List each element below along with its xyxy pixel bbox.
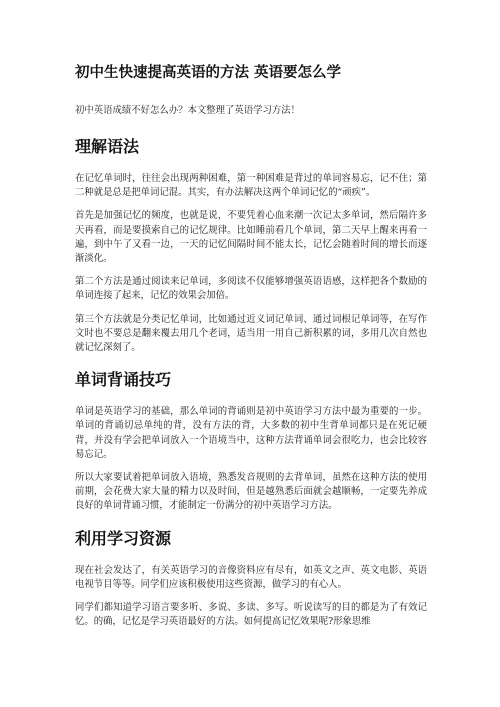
section-heading: 利用学习资源	[75, 528, 172, 548]
paragraph: 首先是加强记忆的频度，也就是说，不要凭着心血来潮一次记太多单词，然后隔许多天再看，而是要摸索自己的记忆规律。比如睡前看几个单词，第二天早上醒来再看一遍，到中午了又看一边，一天的记忆间隔时间不能太长，记忆会随着时间的增长而逐渐淡化。	[75, 210, 427, 265]
paragraph: 同学们都知道学习语言要多听、多说、多读、多写。听说读写的目的都是为了有效记忆。的确，记忆是学习英语最好的方法。如何提高记忆效果呢?形象思维	[75, 602, 427, 628]
document-intro: 初中英语成绩不好怎么办？本文整理了英语学习方法！	[75, 105, 301, 116]
document-content	[75, 62, 427, 643]
paragraph: 所以大家要试着把单词放入语境，熟悉发音规则的去背单词，虽然在这种方法的使用前期，会花费大家大量的精力以及时间，但是越熟悉后面就会越顺畅，一定要先养成良好的单词背诵习惯，才能制定一份满分的初中英语学习方法。	[75, 472, 427, 512]
paragraph: 在记忆单词时，往往会出现两种困难，第一种困难是背过的单词容易忘，记不住；第二种就是总是把单词记混。其实，有办法解决这两个单词记忆的“顽疾”。	[75, 173, 427, 199]
section-heading: 单词背诵技巧	[75, 370, 172, 390]
paragraph: 现在社会发达了，有关英语学习的音像资料应有尽有，如英文之声、英文电影、英语电视节目等等。同学们应该积极使用这些资源，做学习的有心人。	[75, 564, 427, 590]
section-grammar	[75, 136, 427, 355]
paragraph: 第三个方法就是分类记忆单词，比如通过近义词记单词、通过词根记单词等，在写作文时也不要总是翻来覆去用几个老词，适当用一用自己新积累的词，多用几次自然也就记忆深刻了。	[75, 313, 427, 354]
paragraph: 单词是英语学习的基础，那么单词的背诵则是初中英语学习方法中最为重要的一步。单词的背诵切忌单纯的背，没有方法的背，大多数的初中生背单词都只是在死记硬背，并没有学会把单词放入一个语境当中，这种方法背诵单词会很吃力，也会比较容易忘记。	[75, 406, 427, 460]
section-learning-resources	[75, 528, 427, 630]
section-word-recitation	[75, 369, 427, 513]
document-title: 初中生快速提高英语的方法 英语要怎么学	[75, 64, 342, 81]
paragraph: 第二个方法是通过阅读来记单词，多阅读不仅能够增强英语语感，这样把各个数励的单词连接了起来，记忆的效果会加倍。	[75, 276, 427, 302]
section-heading: 理解语法	[75, 137, 140, 156]
